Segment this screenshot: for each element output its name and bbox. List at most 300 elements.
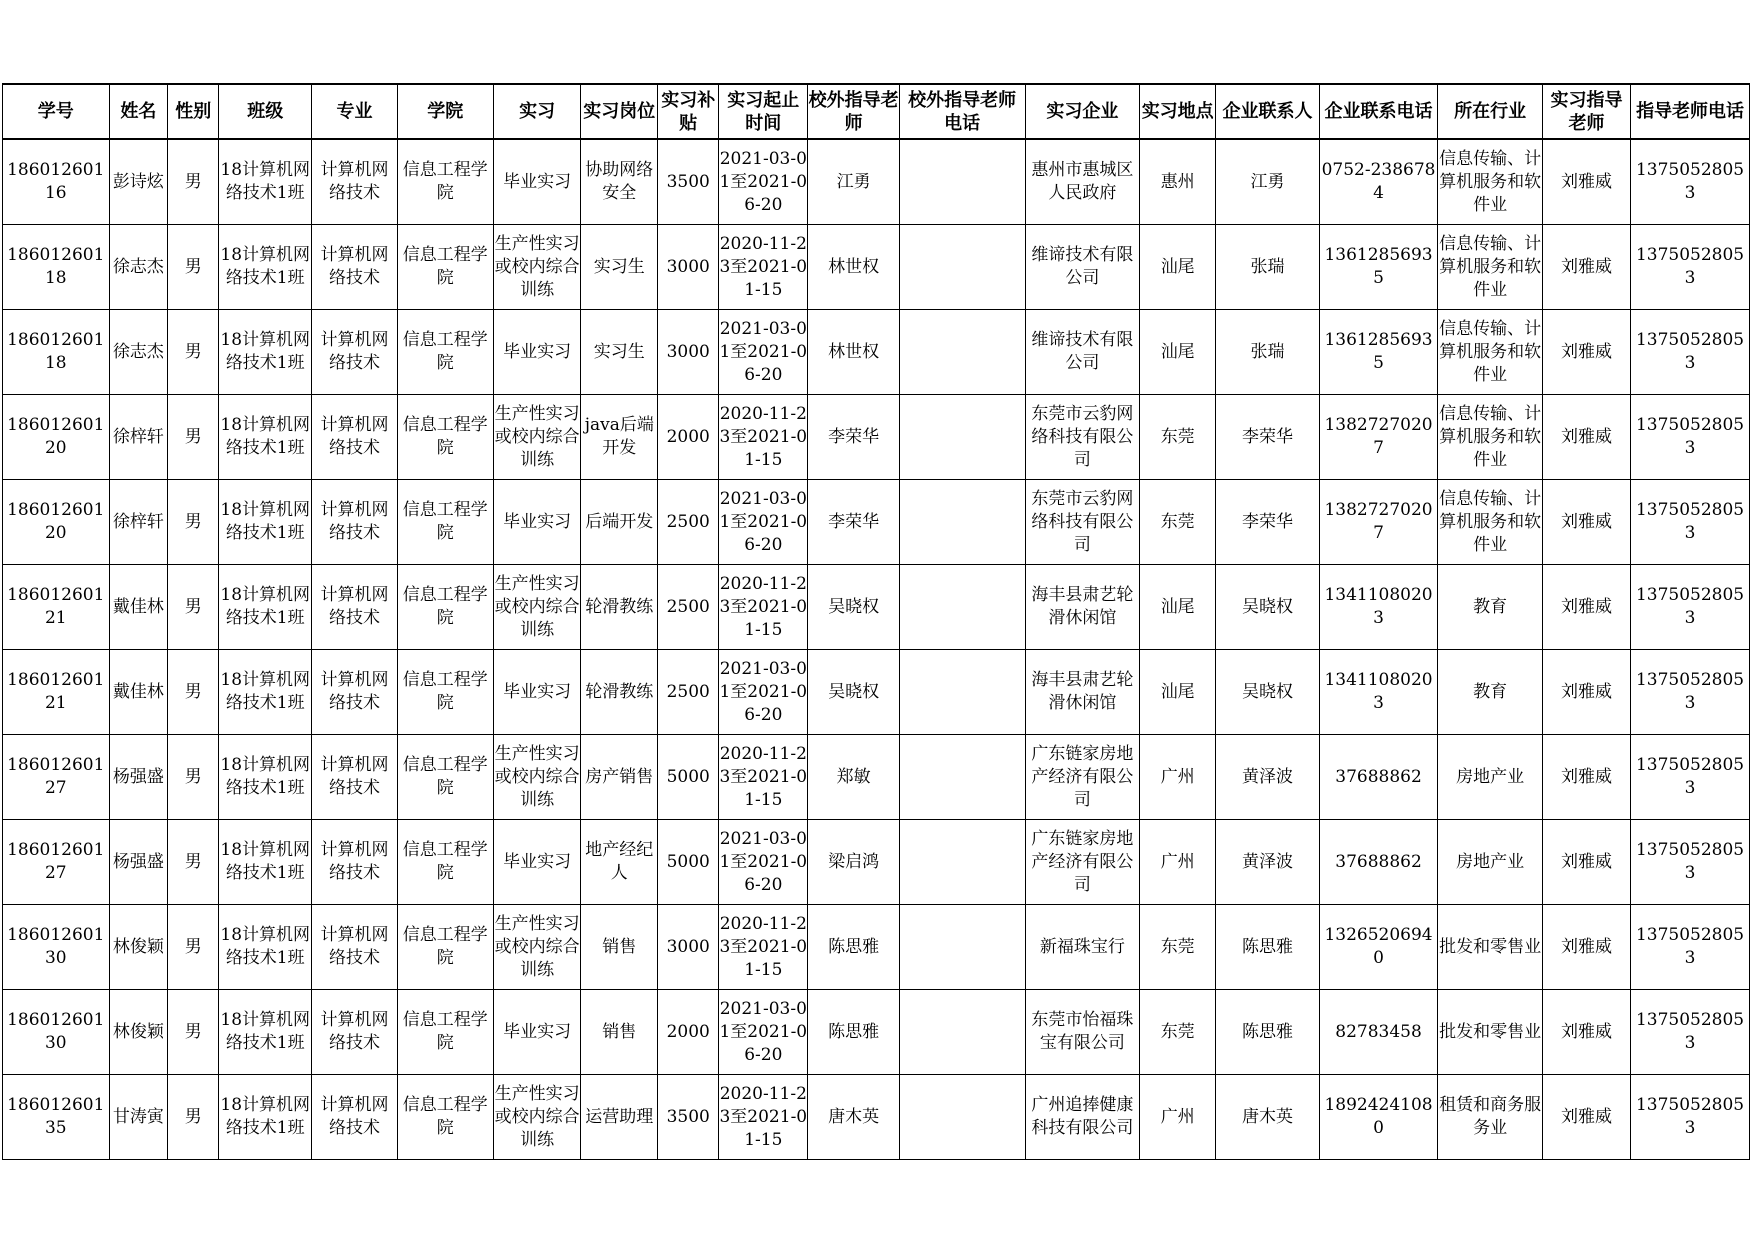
cell-text: 汕尾 (1160, 681, 1195, 702)
cell-text: 协助网络安全 (585, 160, 654, 203)
cell-text: 计算机网络技术 (320, 925, 389, 968)
cell-gender (168, 1075, 219, 1160)
cell-major (312, 1075, 397, 1160)
cell-company-phone (1319, 735, 1438, 820)
cell-subsidy (658, 650, 719, 735)
cell-internship-advisor (1542, 395, 1630, 480)
cell-text: 男 (184, 1106, 202, 1127)
cell-student-id (3, 650, 110, 735)
cell-gender (168, 565, 219, 650)
cell-location (1140, 565, 1216, 650)
cell-student-id (3, 1075, 110, 1160)
cell-text: 2021-03-01至2021-06-20 (719, 318, 808, 385)
cell-text: 李荣华 (828, 511, 880, 532)
cell-text: 东莞市云豹网络科技有限公司 (1031, 403, 1134, 470)
cell-location (1140, 650, 1216, 735)
cell-text: 计算机网络技术 (320, 500, 389, 543)
cell-company-contact (1216, 480, 1319, 565)
cell-text: 生产性实习或校内综合训练 (494, 1083, 580, 1150)
cell-text: 信息工程学院 (402, 670, 488, 713)
cell-text: 18601260118 (7, 330, 105, 373)
cell-external-advisor-phone (899, 565, 1025, 650)
cell-company-phone (1319, 480, 1438, 565)
cell-company (1025, 480, 1140, 565)
cell-industry (1438, 480, 1542, 565)
cell-industry (1438, 990, 1542, 1075)
cell-external-advisor-phone (899, 480, 1025, 565)
cell-company-contact (1216, 225, 1319, 310)
cell-text: 戴佳林 (112, 681, 164, 702)
cell-internship-type (493, 310, 580, 395)
cell-text: 信息工程学院 (402, 160, 488, 203)
header-location: 实习地点 (1140, 84, 1216, 139)
header-external-advisor-phone: 校外指导老师电话 (899, 84, 1025, 139)
cell-text: 毕业实习 (503, 851, 572, 872)
cell-class (219, 395, 312, 480)
cell-advisor-phone (1631, 480, 1750, 565)
cell-text: 徐志杰 (112, 256, 164, 277)
cell-period (719, 139, 808, 225)
cell-industry (1438, 395, 1542, 480)
cell-text: 信息工程学院 (402, 925, 488, 968)
cell-external-advisor-phone (899, 395, 1025, 480)
cell-text: 刘雅威 (1561, 341, 1612, 362)
cell-major (312, 310, 397, 395)
header-internship-advisor: 实习指导老师 (1542, 84, 1630, 139)
cell-student-id (3, 820, 110, 905)
cell-text: 生产性实习或校内综合训练 (494, 743, 580, 810)
cell-text: 戴佳林 (112, 596, 164, 617)
cell-text: 广州 (1160, 1106, 1195, 1127)
cell-class (219, 820, 312, 905)
cell-student-id (3, 310, 110, 395)
cell-text: 18601260121 (7, 585, 105, 628)
cell-text: 2021-03-01至2021-06-20 (719, 828, 808, 895)
cell-advisor-phone (1631, 1075, 1750, 1160)
cell-internship-advisor (1542, 139, 1630, 225)
table-row (3, 139, 1750, 225)
cell-text: 毕业实习 (503, 341, 572, 362)
cell-text: 18601260120 (7, 500, 105, 543)
cell-advisor-phone (1631, 310, 1750, 395)
cell-text: 信息工程学院 (402, 585, 488, 628)
cell-location (1140, 310, 1216, 395)
cell-external-advisor (808, 820, 899, 905)
cell-college (397, 1075, 493, 1160)
cell-text: 男 (184, 681, 202, 702)
cell-industry (1438, 225, 1542, 310)
cell-company-phone (1319, 395, 1438, 480)
cell-text: 唐木英 (1241, 1106, 1293, 1127)
cell-advisor-phone (1631, 395, 1750, 480)
cell-text: 广东链家房地产经济有限公司 (1031, 743, 1134, 810)
cell-text: 计算机网络技术 (320, 585, 389, 628)
cell-external-advisor (808, 990, 899, 1075)
table-body (3, 139, 1750, 1160)
cell-student-id (3, 565, 110, 650)
cell-text: 惠州市惠城区人民政府 (1031, 160, 1134, 203)
cell-text: 广州 (1160, 766, 1195, 787)
cell-company-contact (1216, 310, 1319, 395)
cell-gender (168, 820, 219, 905)
cell-company (1025, 650, 1140, 735)
cell-text: 黄泽波 (1241, 851, 1293, 872)
cell-text: 江勇 (1250, 171, 1285, 192)
cell-location (1140, 225, 1216, 310)
cell-internship-type (493, 905, 580, 990)
cell-class (219, 225, 312, 310)
cell-text: 3500 (666, 171, 710, 192)
cell-internship-type (493, 225, 580, 310)
cell-internship-type (493, 395, 580, 480)
cell-period (719, 905, 808, 990)
cell-text: 租赁和商务服务业 (1439, 1095, 1542, 1138)
cell-text: 房产销售 (585, 766, 654, 787)
cell-company-contact (1216, 735, 1319, 820)
cell-major (312, 650, 397, 735)
cell-subsidy (658, 990, 719, 1075)
header-company-contact: 企业联系人 (1216, 84, 1319, 139)
cell-text: 东莞 (1160, 426, 1195, 447)
cell-advisor-phone (1631, 820, 1750, 905)
cell-text: 维谛技术有限公司 (1031, 245, 1134, 288)
cell-text: 信息传输、计算机服务和软件业 (1439, 148, 1542, 215)
cell-text: 计算机网络技术 (320, 1095, 389, 1138)
cell-internship-type (493, 650, 580, 735)
header-company: 实习企业 (1025, 84, 1140, 139)
cell-internship-type (493, 1075, 580, 1160)
cell-company-phone (1319, 1075, 1438, 1160)
cell-text: 13750528053 (1635, 755, 1745, 798)
header-row (3, 84, 1750, 139)
header-name: 姓名 (109, 84, 168, 139)
cell-text: 5000 (666, 851, 710, 872)
cell-text: 陈思雅 (1241, 1021, 1293, 1042)
cell-student-id (3, 139, 110, 225)
cell-gender (168, 310, 219, 395)
cell-gender (168, 735, 219, 820)
cell-advisor-phone (1631, 139, 1750, 225)
cell-text: 计算机网络技术 (320, 330, 389, 373)
cell-text: 唐木英 (828, 1106, 880, 1127)
cell-text: 毕业实习 (503, 171, 572, 192)
cell-text: 实习生 (593, 256, 645, 277)
cell-text: 18601260116 (7, 160, 105, 203)
cell-text: 13750528053 (1635, 330, 1745, 373)
cell-text: 2020-11-23至2021-01-15 (719, 233, 808, 300)
cell-subsidy (658, 480, 719, 565)
cell-external-advisor (808, 650, 899, 735)
cell-text: 18601260130 (7, 1010, 105, 1053)
cell-company-phone (1319, 225, 1438, 310)
cell-college (397, 395, 493, 480)
cell-class (219, 990, 312, 1075)
cell-period (719, 225, 808, 310)
cell-location (1140, 1075, 1216, 1160)
cell-class (219, 1075, 312, 1160)
cell-company-contact (1216, 650, 1319, 735)
cell-text: 18计算机网络技术1班 (220, 160, 311, 203)
cell-text: 张瑞 (1250, 256, 1285, 277)
cell-text: 销售 (602, 1021, 637, 1042)
table-row (3, 820, 1750, 905)
cell-text: 13750528053 (1635, 925, 1745, 968)
cell-text: 2020-11-23至2021-01-15 (719, 403, 808, 470)
cell-text: 2020-11-23至2021-01-15 (719, 913, 808, 980)
cell-text: 计算机网络技术 (320, 415, 389, 458)
cell-company-phone (1319, 990, 1438, 1075)
cell-industry (1438, 820, 1542, 905)
cell-text: 13612856935 (1324, 330, 1433, 373)
cell-text: 徐志杰 (112, 341, 164, 362)
cell-external-advisor (808, 480, 899, 565)
cell-company-contact (1216, 139, 1319, 225)
cell-text: 男 (184, 596, 202, 617)
cell-college (397, 650, 493, 735)
cell-text: 刘雅威 (1561, 426, 1612, 447)
cell-class (219, 139, 312, 225)
cell-text: 毕业实习 (503, 681, 572, 702)
cell-text: 东莞 (1160, 511, 1195, 532)
cell-text: 18计算机网络技术1班 (220, 1095, 311, 1138)
cell-text: 2021-03-01至2021-06-20 (719, 488, 808, 555)
cell-text: 男 (184, 256, 202, 277)
cell-name (109, 310, 168, 395)
cell-text: 3500 (666, 1106, 710, 1127)
cell-text: 男 (184, 766, 202, 787)
cell-student-id (3, 905, 110, 990)
cell-advisor-phone (1631, 990, 1750, 1075)
cell-text: 刘雅威 (1561, 596, 1612, 617)
cell-text: 13750528053 (1635, 415, 1745, 458)
cell-company (1025, 565, 1140, 650)
cell-advisor-phone (1631, 650, 1750, 735)
cell-company-phone (1319, 820, 1438, 905)
cell-position (581, 139, 658, 225)
cell-text: 信息工程学院 (402, 1010, 488, 1053)
cell-text: 陈思雅 (1241, 936, 1293, 957)
cell-text: 13750528053 (1635, 670, 1745, 713)
cell-text: 吴晓权 (1241, 681, 1293, 702)
cell-advisor-phone (1631, 225, 1750, 310)
cell-text: 37688862 (1335, 851, 1422, 872)
cell-text: 彭诗炫 (112, 171, 164, 192)
cell-text: 计算机网络技术 (320, 755, 389, 798)
cell-internship-type (493, 820, 580, 905)
cell-text: 18计算机网络技术1班 (220, 585, 311, 628)
cell-position (581, 650, 658, 735)
cell-text: 陈思雅 (828, 1021, 880, 1042)
cell-major (312, 905, 397, 990)
cell-subsidy (658, 1075, 719, 1160)
cell-company-phone (1319, 905, 1438, 990)
cell-text: 男 (184, 171, 202, 192)
table-row (3, 905, 1750, 990)
cell-class (219, 565, 312, 650)
cell-text: 信息工程学院 (402, 840, 488, 883)
cell-text: 刘雅威 (1561, 171, 1612, 192)
cell-text: 杨强盛 (112, 851, 164, 872)
cell-location (1140, 480, 1216, 565)
cell-position (581, 225, 658, 310)
cell-text: 13750528053 (1635, 160, 1745, 203)
cell-text: 信息传输、计算机服务和软件业 (1439, 318, 1542, 385)
cell-internship-type (493, 990, 580, 1075)
cell-advisor-phone (1631, 565, 1750, 650)
cell-text: 销售 (602, 936, 637, 957)
cell-college (397, 905, 493, 990)
cell-external-advisor (808, 395, 899, 480)
cell-text: 汕尾 (1160, 596, 1195, 617)
cell-text: 男 (184, 851, 202, 872)
header-student-id: 学号 (3, 84, 110, 139)
cell-name (109, 225, 168, 310)
cell-industry (1438, 905, 1542, 990)
header-company-phone: 企业联系电话 (1319, 84, 1438, 139)
cell-external-advisor (808, 735, 899, 820)
cell-text: 海丰县肃艺轮滑休闲馆 (1031, 585, 1134, 628)
cell-text: 吴晓权 (828, 681, 880, 702)
cell-text: 计算机网络技术 (320, 245, 389, 288)
cell-internship-advisor (1542, 735, 1630, 820)
cell-major (312, 820, 397, 905)
cell-text: java后端开发 (584, 415, 654, 458)
cell-name (109, 565, 168, 650)
cell-period (719, 990, 808, 1075)
cell-text: 运营助理 (585, 1106, 654, 1127)
cell-text: 刘雅威 (1561, 766, 1612, 787)
cell-text: 18计算机网络技术1班 (220, 500, 311, 543)
cell-internship-advisor (1542, 480, 1630, 565)
cell-text: 地产经纪人 (585, 840, 654, 883)
cell-text: 广州追捧健康科技有限公司 (1031, 1095, 1134, 1138)
cell-internship-advisor (1542, 565, 1630, 650)
cell-student-id (3, 480, 110, 565)
cell-text: 徐梓轩 (112, 511, 164, 532)
cell-location (1140, 139, 1216, 225)
cell-class (219, 480, 312, 565)
cell-text: 刘雅威 (1561, 511, 1612, 532)
cell-period (719, 480, 808, 565)
cell-period (719, 565, 808, 650)
cell-external-advisor-phone (899, 650, 1025, 735)
cell-period (719, 395, 808, 480)
cell-company-contact (1216, 395, 1319, 480)
cell-text: 18601260127 (7, 755, 105, 798)
cell-external-advisor-phone (899, 735, 1025, 820)
cell-text: 3000 (666, 256, 710, 277)
cell-name (109, 735, 168, 820)
cell-subsidy (658, 565, 719, 650)
cell-text: 信息工程学院 (402, 415, 488, 458)
cell-text: 刘雅威 (1561, 1021, 1612, 1042)
cell-text: 18计算机网络技术1班 (220, 415, 311, 458)
cell-text: 毕业实习 (503, 1021, 572, 1042)
cell-text: 男 (184, 511, 202, 532)
cell-internship-advisor (1542, 650, 1630, 735)
cell-text: 教育 (1473, 596, 1508, 617)
cell-text: 2021-03-01至2021-06-20 (719, 148, 808, 215)
cell-text: 2021-03-01至2021-06-20 (719, 998, 808, 1065)
cell-text: 37688862 (1335, 766, 1422, 787)
cell-external-advisor-phone (899, 1075, 1025, 1160)
cell-company-phone (1319, 565, 1438, 650)
table-row (3, 480, 1750, 565)
cell-class (219, 650, 312, 735)
cell-text: 13827270207 (1324, 415, 1433, 458)
cell-gender (168, 650, 219, 735)
cell-text: 陈思雅 (828, 936, 880, 957)
cell-text: 东莞 (1160, 1021, 1195, 1042)
cell-major (312, 480, 397, 565)
header-class: 班级 (219, 84, 312, 139)
cell-text: 广东链家房地产经济有限公司 (1031, 828, 1134, 895)
cell-name (109, 650, 168, 735)
cell-industry (1438, 650, 1542, 735)
header-position: 实习岗位 (581, 84, 658, 139)
cell-subsidy (658, 905, 719, 990)
cell-text: 信息传输、计算机服务和软件业 (1439, 403, 1542, 470)
cell-text: 刘雅威 (1561, 256, 1612, 277)
cell-text: 18601260118 (7, 245, 105, 288)
cell-external-advisor-phone (899, 905, 1025, 990)
cell-location (1140, 990, 1216, 1075)
cell-external-advisor-phone (899, 139, 1025, 225)
cell-external-advisor (808, 905, 899, 990)
cell-text: 刘雅威 (1561, 1106, 1612, 1127)
header-industry: 所在行业 (1438, 84, 1542, 139)
internship-table (2, 83, 1750, 1160)
cell-text: 李荣华 (1241, 426, 1293, 447)
cell-student-id (3, 990, 110, 1075)
cell-company-contact (1216, 905, 1319, 990)
cell-company (1025, 395, 1140, 480)
cell-company-contact (1216, 1075, 1319, 1160)
cell-period (719, 310, 808, 395)
cell-text: 2021-03-01至2021-06-20 (719, 658, 808, 725)
cell-name (109, 820, 168, 905)
cell-text: 13827270207 (1324, 500, 1433, 543)
cell-text: 吴晓权 (828, 596, 880, 617)
cell-industry (1438, 310, 1542, 395)
cell-text: 13750528053 (1635, 1010, 1745, 1053)
cell-text: 轮滑教练 (585, 596, 654, 617)
cell-text: 13411080203 (1324, 670, 1433, 713)
cell-period (719, 1075, 808, 1160)
cell-text: 18计算机网络技术1班 (220, 925, 311, 968)
cell-position (581, 1075, 658, 1160)
cell-text: 房地产业 (1456, 851, 1525, 872)
header-period: 实习起止时间 (719, 84, 808, 139)
cell-position (581, 565, 658, 650)
cell-text: 黄泽波 (1241, 766, 1293, 787)
cell-text: 2020-11-23至2021-01-15 (719, 743, 808, 810)
cell-college (397, 310, 493, 395)
table-row (3, 565, 1750, 650)
cell-location (1140, 820, 1216, 905)
cell-text: 海丰县肃艺轮滑休闲馆 (1031, 670, 1134, 713)
cell-external-advisor-phone (899, 225, 1025, 310)
cell-external-advisor-phone (899, 820, 1025, 905)
cell-text: 张瑞 (1250, 341, 1285, 362)
table-row (3, 225, 1750, 310)
cell-text: 吴晓权 (1241, 596, 1293, 617)
cell-location (1140, 735, 1216, 820)
cell-text: 2500 (666, 511, 710, 532)
cell-period (719, 735, 808, 820)
cell-text: 东莞市怡福珠宝有限公司 (1031, 1010, 1134, 1053)
cell-company (1025, 990, 1140, 1075)
